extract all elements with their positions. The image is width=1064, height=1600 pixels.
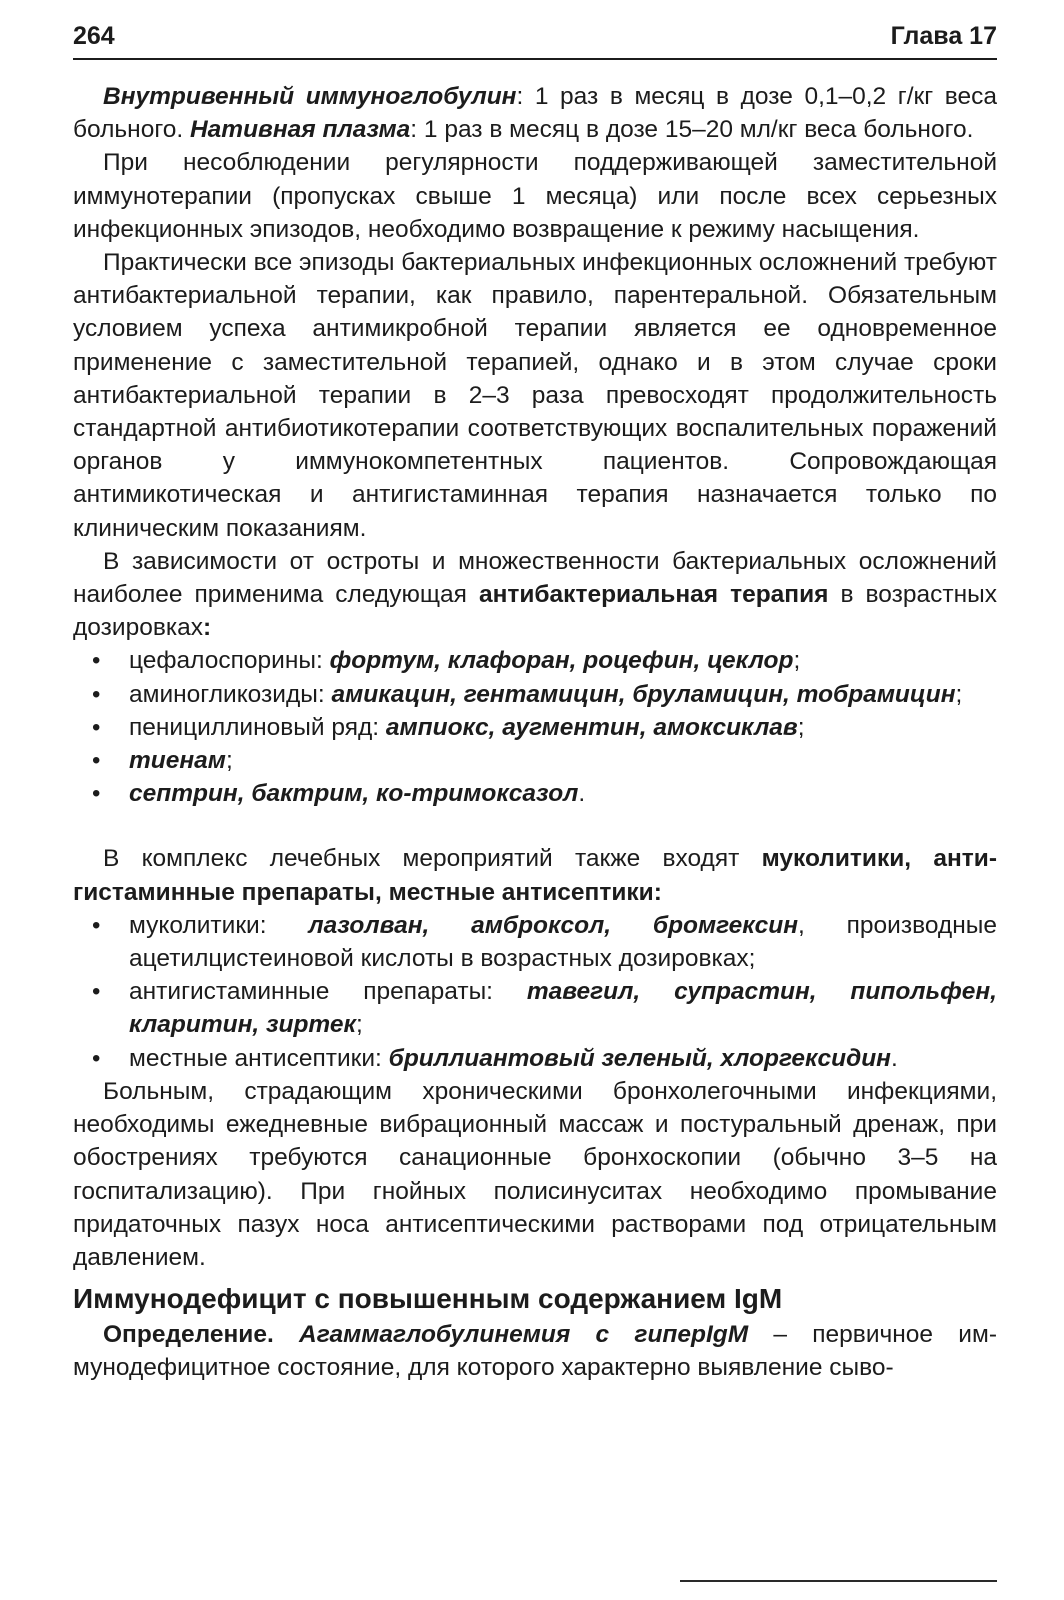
antibiotic-item	[92, 777, 997, 810]
bullet-icon: •	[92, 647, 101, 675]
paragraph-antibacterial: Практически все эпизоды бактериальных инфекционных осложнений требуют антибактериальной терапии, как правило, парентеральной. Обязательным условием успеха антимикробной терапии является ее одновременное применение с заместительной терапией, однако и в этом случае сроки антибактериальной терапии в 2–3 раза превосходят продолжительность стандартной антибиотикотерапии соответствующих воспалительных поражений органов у иммунокомпетентных пациентов. Сопровождающая антимикотическая и антигистаминная терапия назначается только по клиническим показаниям.	[73, 249, 997, 542]
page-number: 264	[73, 22, 115, 50]
adjunct-drug-item	[92, 975, 997, 1041]
antibiotic-item-bold: тиенам	[129, 747, 226, 775]
paragraph-chronic: Больным, страдающим хроническими бронхолегочными инфекциями, необходимы ежедневные вибрационный массаж и постуральный дренаж, при обострениях требуются санационные бронхоскопии (обычно 3–5 на госпитализацию). При гнойных полисинуситах необходимо промывание придаточных пазух носа антисептическими растворами под отрицательным давлением.	[73, 1077, 997, 1271]
text-colon: :	[202, 614, 212, 642]
adjunct-drug-item	[92, 909, 997, 975]
text-ivig-dose: : 1 раз в месяц в дозе 0,1–0,2 г/кг веса больного.	[73, 83, 997, 144]
bullet-icon: •	[92, 680, 101, 708]
antibiotic-item	[92, 711, 997, 744]
antibiotic-item	[92, 678, 997, 711]
text-definition: – первичное иммунодефицитное состояние, для которого характерно выявление сыво-	[73, 1321, 997, 1382]
antibiotic-item-pre: пенициллиновый ряд:	[129, 713, 386, 741]
antibiotic-item-pre: аминогликозиды:	[129, 680, 332, 708]
adjunct-drug-item-post: .	[890, 1044, 898, 1072]
antibiotic-item-post: ;	[225, 747, 233, 775]
antibiotic-item-post: ;	[955, 680, 963, 708]
antibiotic-list	[73, 644, 997, 810]
footer-divider	[680, 1580, 997, 1582]
antibiotic-item-pre: цефалоспорины:	[129, 647, 330, 675]
adjunct-drug-item-bold: лазолван, амброксол, бромгексин	[308, 911, 799, 939]
paragraph-antibacterial-intro	[73, 545, 997, 645]
bullet-icon: •	[92, 1044, 101, 1072]
adjunct-drug-item	[92, 1042, 997, 1075]
text-plasma-dose: : 1 раз в месяц в дозе 15–20 мл/кг веса больного.	[410, 116, 974, 144]
antibiotic-item-post: ;	[793, 647, 801, 675]
spacer	[73, 810, 997, 842]
adjunct-drug-item-pre: муколитики:	[129, 911, 309, 939]
term-native-plasma: Нативная плазма	[189, 116, 411, 144]
bullet-icon: •	[92, 713, 101, 741]
antibiotic-item-bold: ампиокс, аугментин, амоксиклав	[385, 713, 798, 741]
antibiotic-item-bold: септрин, бактрим, ко-тримоксазол	[129, 780, 579, 808]
adjunct-drug-list	[73, 909, 997, 1075]
bullet-icon: •	[92, 911, 101, 939]
bullet-icon: •	[92, 780, 101, 808]
term-definition: Определение.	[103, 1321, 300, 1349]
bullet-icon: •	[92, 747, 101, 775]
adjunct-drug-item-pre: антигистаминные препараты:	[129, 978, 527, 1006]
bullet-icon: •	[92, 978, 101, 1006]
antibiotic-item-post: .	[578, 780, 586, 808]
paragraph-complex	[73, 842, 997, 908]
adjunct-drug-item-pre: местные антисептики:	[129, 1044, 389, 1072]
antibiotic-item-bold: амикацин, гентамицин, бруламицин, тобрамицин	[331, 680, 956, 708]
chapter-title: Глава 17	[890, 22, 997, 50]
paragraph-ivig	[73, 80, 997, 146]
antibiotic-item-post: ;	[797, 713, 805, 741]
adjunct-drug-item-bold: тавегил, супрастин, пипольфен, кларитин, зиртек	[129, 978, 997, 1039]
page-body	[73, 80, 997, 1385]
adjunct-drug-item-post: ;	[355, 1011, 363, 1039]
antibiotic-item	[92, 644, 997, 677]
text-age-doses: в возрастных дозировках	[73, 581, 997, 642]
paragraph-regularity: При несоблюдении регулярности поддерживающей заместительной иммунотерапии (пропусках свыше 1 месяца) или после всех серьезных инфекционных эпизодов, необходимо возвращение к режиму насыщения.	[73, 149, 997, 243]
antibiotic-item-bold: фортум, клафоран, роцефин, цеклор	[329, 647, 794, 675]
text-intro: В зависимости от остроты и множественности бактериальных осложнений наиболее применима следующая	[73, 547, 997, 609]
paragraph-definition	[73, 1318, 997, 1384]
term-agammaglobulinemia: Агаммаглобулинемия с гиперIgM	[299, 1321, 749, 1349]
adjunct-drug-item-bold: бриллиантовый зеленый, хлоргексидин	[388, 1044, 891, 1072]
term-antibacterial-therapy: антибактериальная терапия	[478, 581, 829, 609]
page-header	[73, 18, 997, 60]
term-ivig: Внутривенный иммуноглобулин	[103, 83, 517, 110]
text-complex-intro: В комплекс лечебных мероприятий также входят	[103, 845, 762, 873]
term-drug-groups: муколитики, антигистаминные препараты, местные антисептики:	[73, 845, 997, 906]
section-heading: Иммунодефицит с повышенным содержанием IgM	[73, 1283, 783, 1315]
antibiotic-item	[92, 744, 997, 777]
adjunct-drug-item-post: , производные ацетилцистеиновой кислоты в возрастных дозировках;	[129, 911, 997, 973]
